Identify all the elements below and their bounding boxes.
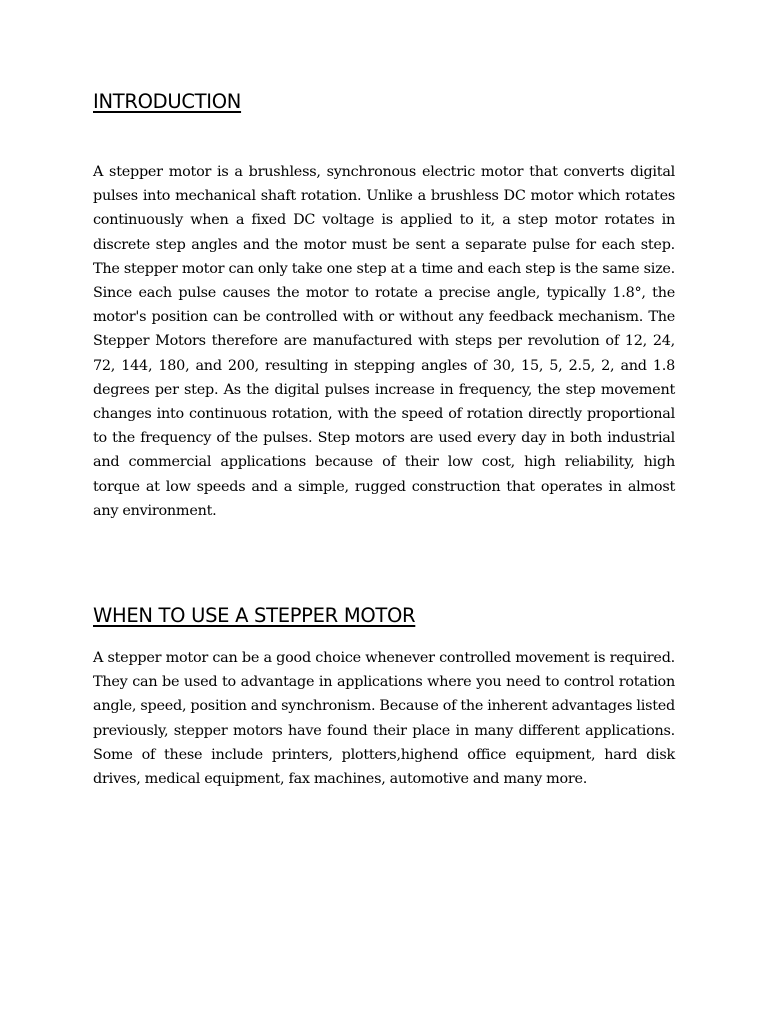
- section-heading-when-to-use: WHEN TO USE A STEPPER MOTOR: [93, 604, 416, 627]
- section-body-when-to-use: A stepper motor can be a good choice whenever controlled movement is required. They can be used to advantage in applications where you need to control rotation angle, speed, position and synchronism. Because of the inherent advantages listed previously, stepper motors have found their place in many different applications. Some of these include printers, plotters,highend office equipment, hard disk drives, medical equipment, fax machines, automotive and many more.: [93, 650, 675, 788]
- section-body-introduction: A stepper motor is a brushless, synchronous electric motor that converts digital pulses into mechanical shaft rotation. Unlike a brushless DC motor which rotates continuously when a fixed DC voltage is applied to it, a step motor rotates in discrete step angles and the motor must be sent a separate pulse for each step. The stepper motor can only take one step at a time and each step is the same size. Since each pulse causes the motor to rotate a precise angle, typically 1.8°, the motor's position can be controlled with or without any feedback mechanism. The Stepper Motors therefore are manufactured with steps per revolution of 12, 24, 72, 144, 180, and 200, resulting in stepping angles of 30, 15, 5, 2.5, 2, and 1.8 degrees per step. As the digital pulses increase in frequency, the step movement changes into continuous rotation, with the speed of rotation directly proportional to the frequency of the pulses. Step motors are used every day in both industrial and commercial applications because of their low cost, high reliability, high torque at low speeds and a simple, rugged construction that operates in almost any environment.: [93, 164, 675, 519]
- section-heading-introduction: INTRODUCTION: [93, 90, 242, 113]
